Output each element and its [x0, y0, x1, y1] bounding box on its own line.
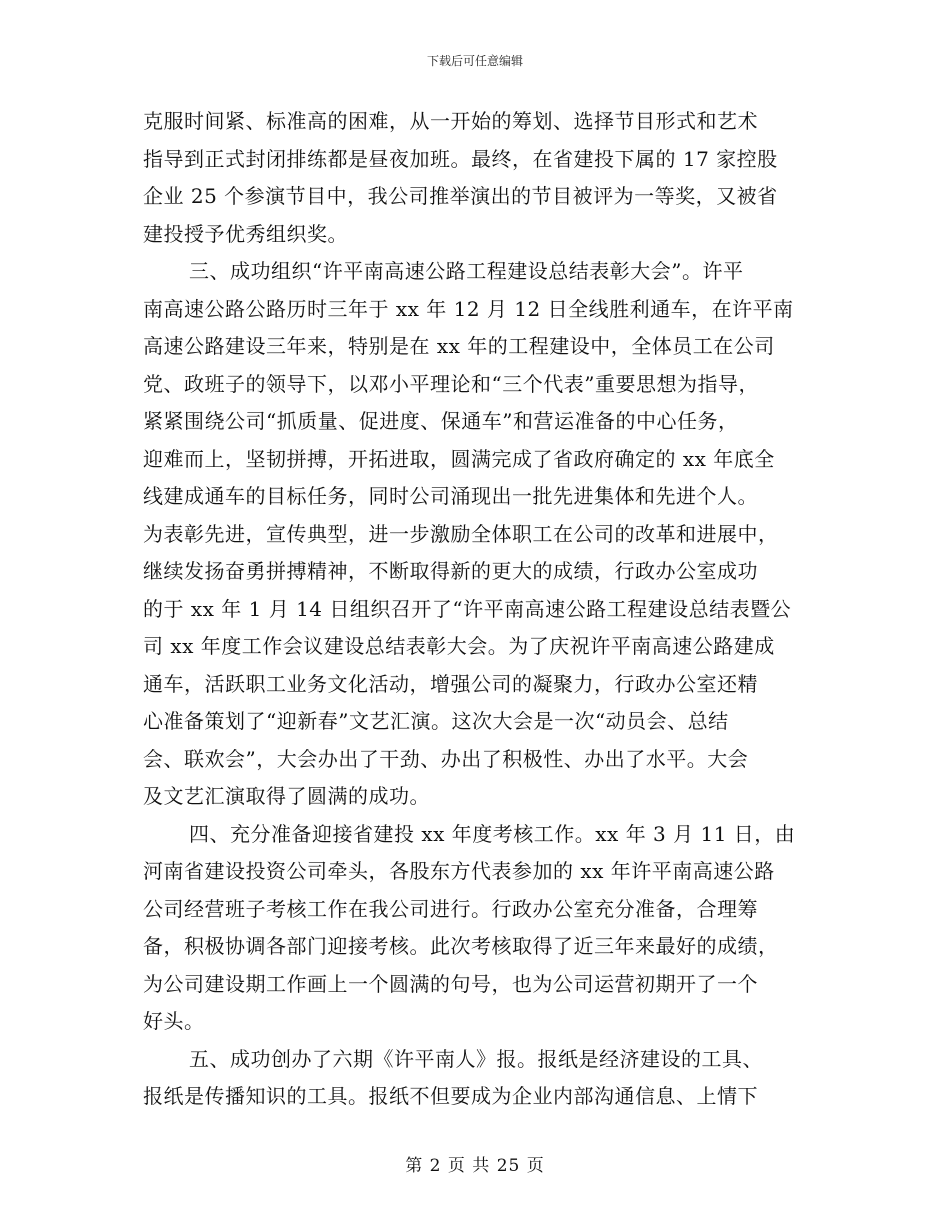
text-line: 为公司建设期工作画上一个圆满的句号，也为公司运营初期开了一个 — [143, 971, 758, 996]
page-header: 下载后可任意编辑 — [426, 54, 523, 68]
text-line: 通车，活跃职工业务文化活动，增强公司的凝聚力，行政办公室还精 — [143, 671, 758, 696]
text-line: 为表彰先进，宣传典型，进一步激励全体职工在公司的改革和进展中， — [143, 521, 779, 546]
page-footer: 第 2 页 共 25 页 — [405, 1156, 545, 1176]
text-line: 公司经营班子考核工作在我公司进行。行政办公室充分准备，合理筹 — [143, 896, 758, 921]
text-line: 好头。 — [143, 1009, 205, 1033]
text-line: 会、联欢会”，大会办出了干劲、办出了积极性、办出了水平。大会 — [143, 746, 749, 771]
text-line: 党、政班子的领导下，以邓小平理论和“三个代表”重要思想为指导， — [143, 371, 759, 396]
paragraph-start-line: 四、充分准备迎接省建投 xx 年度考核工作。xx 年 3 月 11 日，由 — [189, 821, 796, 846]
text-line: 指导到正式封闭排练都是昼夜加班。最终，在省建投下属的 17 家控股 — [143, 146, 778, 171]
paragraph-start-line: 三、成功组织“许平南高速公路工程建设总结表彰大会”。许平 — [189, 259, 744, 283]
text-line: 迎难而上，坚韧拼搏，开拓进取，圆满完成了省政府确定的 xx 年底全 — [143, 446, 775, 471]
text-line: 企业 25 个参演节目中，我公司推举演出的节目被评为一等奖，又被省 — [143, 184, 778, 208]
paragraph-start-line: 五、成功创办了六期《许平南人》报。报纸是经济建设的工具、 — [189, 1046, 763, 1071]
text-line: 司 xx 年度工作会议建设总结表彰大会。为了庆祝许平南高速公路建成 — [143, 634, 775, 658]
document-body — [143, 103, 808, 1116]
text-line: 继续发扬奋勇拼搏精神，不断取得新的更大的成绩，行政办公室成功 — [143, 559, 758, 583]
text-line: 高速公路建设三年来，特别是在 xx 年的工程建设中，全体员工在公司 — [143, 334, 775, 358]
text-line: 克服时间紧、标准高的困难，从一开始的筹划、选择节目形式和艺术 — [143, 109, 758, 133]
text-line: 线建成通车的目标任务，同时公司涌现出一批先进集体和先进个人。 — [143, 484, 758, 508]
text-line: 建投授予优秀组织奖。 — [143, 221, 348, 246]
text-line: 报纸是传播知识的工具。报纸不但要成为企业内部沟通信息、上情下 — [143, 1084, 758, 1108]
text-line: 紧紧围绕公司“抓质量、促进度、保通车”和营运准备的中心任务， — [143, 409, 739, 433]
text-line: 备，积极协调各部门迎接考核。此次考核取得了近三年来最好的成绩， — [143, 934, 779, 958]
text-line: 及文艺汇演取得了圆满的成功。 — [143, 784, 430, 808]
text-line: 南高速公路公路历时三年于 xx 年 12 月 12 日全线胜利通车，在许平南 — [143, 296, 794, 321]
text-line: 河南省建设投资公司牵头，各股东方代表参加的 xx 年许平南高速公路 — [143, 859, 775, 883]
text-line: 心准备策划了“迎新春”文艺汇演。这次大会是一次“动员会、总结 — [143, 709, 729, 733]
text-line: 的于 xx 年 1 月 14 日组织召开了“许平南高速公路工程建设总结表暨公 — [143, 596, 792, 621]
